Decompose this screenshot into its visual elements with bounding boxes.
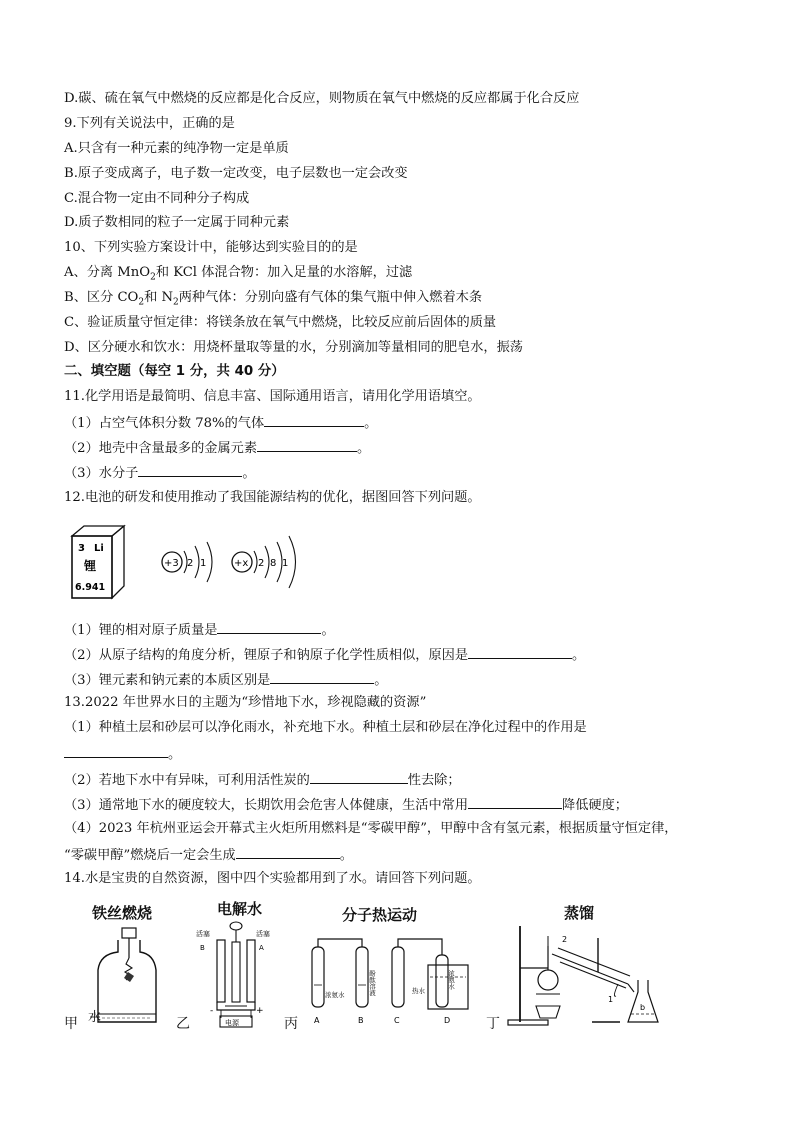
lithium-atom	[162, 542, 212, 582]
fig-ding-title: 蒸馏	[564, 904, 595, 922]
lithium-nucleus: +3	[164, 558, 179, 569]
minus-terminal: -	[210, 1006, 214, 1016]
condenser-water-2: 2	[562, 935, 568, 944]
q8-option-d: D.碳、硫在氧气中燃烧的反应都是化合反应，则物质在氧气中燃烧的反应都属于化合反应	[64, 91, 580, 106]
power-source-label: 电源	[225, 1019, 239, 1027]
q12-figure	[64, 518, 304, 608]
element-card	[72, 526, 124, 598]
sodium-shell-2: 8	[270, 558, 277, 569]
q9-option-b: B.原子变成离子，电子数一定改变，电子层数也一定会改变	[64, 166, 408, 181]
tube-b: B	[358, 1016, 364, 1025]
q12-stem: 12.电池的研发和使用推动了我国能源结构的优化，据图回答下列问题。	[64, 490, 481, 505]
sodium-shell-1: 2	[258, 558, 265, 569]
q12-part2: （2）从原子结构的角度分析，锂原子和钠原子化学性质相似，原因是 。	[64, 645, 585, 663]
q9-option-a: A.只含有一种元素的纯净物一定是单质	[64, 141, 289, 156]
electrolysis-figure	[192, 918, 277, 1030]
answer-blank	[138, 463, 242, 477]
answer-blank	[236, 845, 340, 859]
q10-option-b: B、区分 $CO_2$和 $N_2$两种气体：分别向盛有气体的集气瓶中伸入燃着木条	[64, 290, 483, 308]
answer-blank	[64, 744, 168, 758]
q9-option-d: D.质子数相同的粒子一定属于同种元素	[64, 215, 290, 230]
q13-part4: （4）2023 年杭州亚运会开幕式主火炬所用燃料是“零碳甲醇”，甲醇中含有氢元素，根据质量守恒定律，	[64, 821, 678, 836]
q13-part2: （2）若地下水中有异味，可利用活性炭的 性去除；	[64, 770, 461, 788]
q11-part2: （2）地壳中含量最多的金属元素 。	[64, 438, 370, 456]
fig-yi-label: 乙	[176, 1016, 190, 1032]
q9-stem: 9.下列有关说法中，正确的是	[64, 116, 235, 131]
hot-water-label: 热水	[412, 987, 425, 995]
lithium-shell-1: 2	[187, 558, 194, 569]
q10-option-c: C、验证质量守恒定律：将镁条放在氧气中燃烧，比较反应前后固体的质量	[64, 315, 497, 330]
tube-c: C	[394, 1016, 400, 1025]
receiver-b-label: b	[640, 1003, 646, 1012]
answer-blank	[468, 645, 572, 659]
q12-part3: （3）锂元素和钠元素的本质区别是 。	[64, 670, 387, 688]
valve-right-label: 活塞	[256, 930, 270, 938]
answer-blank	[310, 770, 408, 784]
q13-part3: （3）通常地下水的硬度较大，长期饮用会危害人体健康，生活中常用 降低硬度；	[64, 795, 628, 813]
lithium-shell-2: 1	[200, 558, 207, 569]
element-symbol: Li	[94, 543, 104, 554]
ammonia-label-d: 浓氨水	[447, 970, 455, 990]
tube-a-label: A	[259, 944, 264, 952]
valve-left-label: 活塞	[196, 930, 210, 938]
answer-blank	[270, 670, 374, 684]
q13-part1: （1）种植土层和砂层可以净化雨水，补充地下水。种植土层和砂层在净化过程中的作用是	[64, 720, 587, 735]
sodium-nucleus: +x	[234, 558, 249, 569]
element-name: 锂	[84, 559, 97, 573]
q11-part1: （1）占空气体积分数 78%的气体 。	[64, 413, 377, 431]
q14-stem: 14.水是宝贵的自然资源，图中四个实验都用到了水。请回答下列问题。	[64, 871, 481, 886]
atomic-mass: 6.941	[75, 582, 106, 593]
q13-stem: 13.2022 年世界水日的主题为“珍惜地下水，珍视隐藏的资源”	[64, 695, 427, 710]
fig-jia-title: 铁丝燃烧	[92, 904, 153, 922]
lithium-sodium-figure	[64, 518, 304, 608]
section-two-heading: 二、填空题（每空 1 分，共 40 分）	[64, 364, 285, 379]
q9-option-c: C.混合物一定由不同种分子构成	[64, 191, 250, 206]
tube-b-label: B	[200, 944, 205, 952]
q11-part3: （3）水分子 。	[64, 463, 256, 481]
fig-bing-title: 分子热运动	[342, 906, 418, 924]
sodium-atom	[232, 536, 296, 588]
tube-d: D	[444, 1016, 451, 1025]
answer-blank	[217, 620, 321, 634]
phenol-label: 酚酞溶液	[368, 970, 376, 996]
plus-terminal: +	[256, 1006, 264, 1016]
ammonia-label-a: 浓氨水	[325, 991, 345, 999]
sodium-shell-3: 1	[282, 558, 289, 569]
answer-blank	[264, 413, 364, 427]
q12-part1: （1）锂的相对原子质量是 。	[64, 620, 335, 638]
molecular-motion-figure	[300, 925, 475, 1030]
distillation-figure	[500, 918, 675, 1030]
q10-stem: 10、下列实验方案设计中，能够达到实验目的的是	[64, 240, 358, 255]
condenser-water-1: 1	[608, 995, 614, 1004]
q10-option-d: D、区分硬水和饮水：用烧杯量取等量的水，分别滴加等量相同的肥皂水，振荡	[64, 340, 523, 355]
q13-part1-answer: 。	[64, 744, 181, 762]
atomic-number: 3	[78, 543, 85, 554]
q11-stem: 11.化学用语是最简明、信息丰富、国际通用语言，请用化学用语填空。	[64, 389, 481, 404]
fig-jia-water-label: 水	[88, 1010, 102, 1025]
q10-option-a: A、分离 MnO$_2$和 KCl 体混合物：加入足量的水溶解，过滤	[64, 265, 413, 283]
tube-a: A	[314, 1016, 320, 1025]
answer-blank	[257, 438, 357, 452]
fig-ding-label: 丁	[486, 1016, 500, 1032]
fig-bing-label: 丙	[284, 1016, 298, 1032]
fig-jia-label: 甲	[64, 1016, 78, 1032]
fig-yi-title: 电解水	[217, 900, 263, 918]
answer-blank	[468, 795, 562, 809]
q13-part4-cont: “零碳甲醇”燃烧后一定会生成 。	[64, 845, 353, 863]
